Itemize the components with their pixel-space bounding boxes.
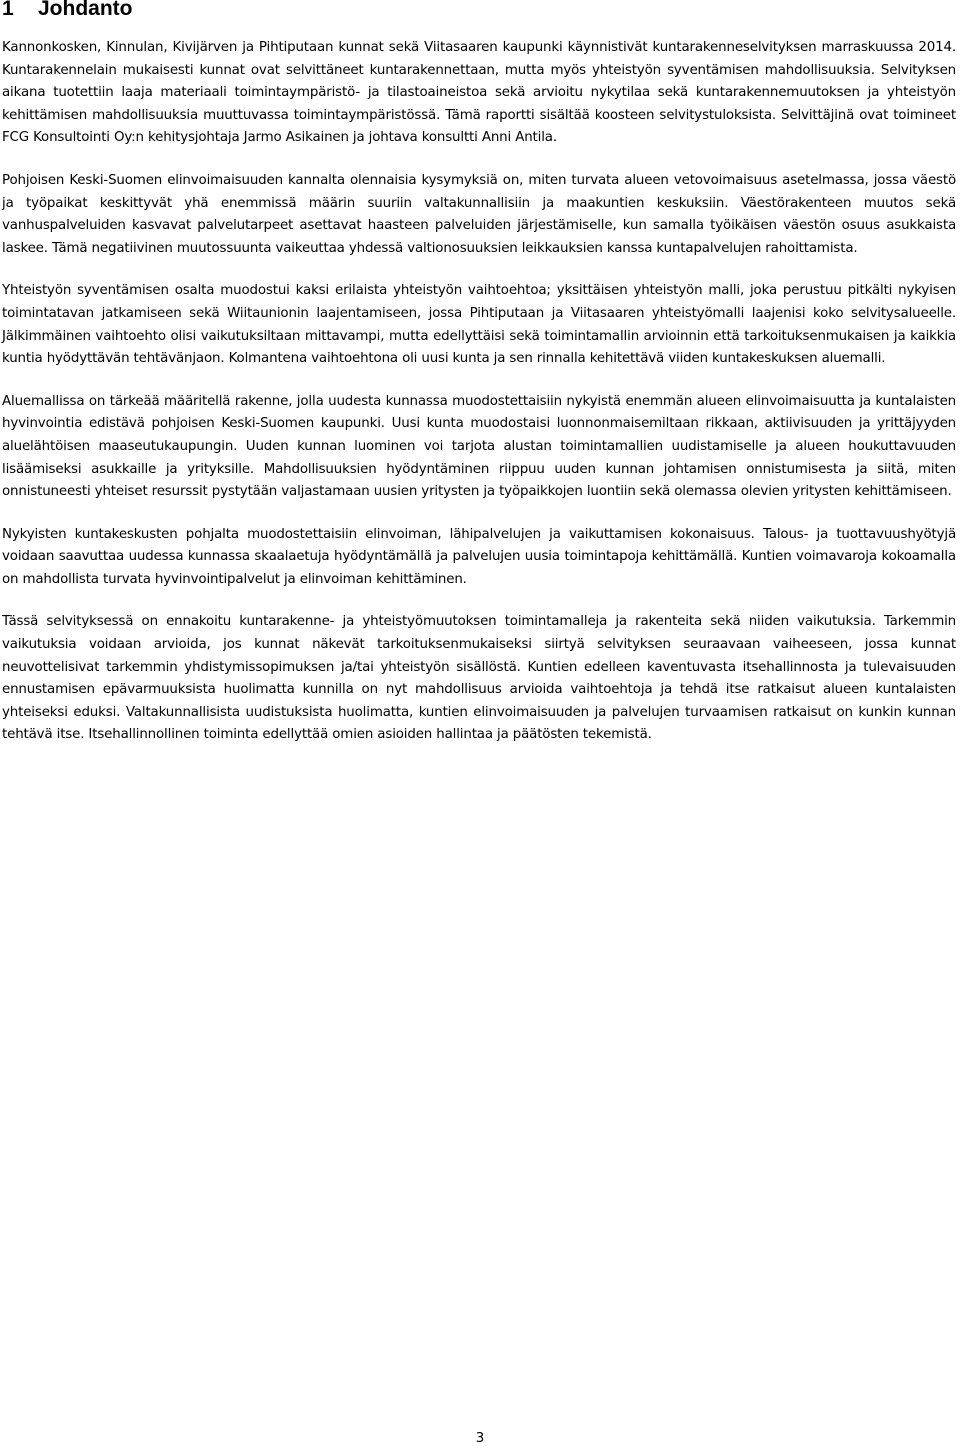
paragraph: Nykyisten kuntakeskusten pohjalta muodostettaisiin elinvoiman, lähipalvelujen ja vaikuttamisen kokonaisuus. Talous- ja tuottavuushyötyjä voidaan saavuttaa uudessa kunnassa skaalaetuja hyödyntämällä ja palvelujen uusia toimintapoja kehittämällä. Kuntien voimavaroja kokoamalla on mahdollista turvata hyvinvointipalvelut ja elinvoiman kehittäminen. <box>2 526 956 587</box>
body-text <box>2 37 956 767</box>
paragraph: Aluemallissa on tärkeää määritellä rakenne, jolla uudesta kunnassa muodostettaisiin nykyistä enemmän alueen elinvoimaisuutta ja kuntalaisten hyvinvointia edistävä pohjoisen Keski-Suomen kaupunki. Uusi kunta muodostaisi luonnonmaisemiltaan rikkaan, aktiivisuuden ja yrittäjyyden aluelähtöisen maaseutukaupungin. Uuden kunnan luominen voi tarjota alustan toimintamallien uudistamiselle ja alueen houkuttavuuden lisäämiseksi asukkaille ja yrityksille. Mahdollisuuksien hyödyntäminen riippuu uuden kunnan johtamisen onnistumisesta ja siitä, miten onnistuneesti yhteiset resurssit pystytään valjastamaan uusien yritysten ja työpaikkojen luontiin sekä olemassa olevien yritysten kehittämiseen. <box>2 393 956 500</box>
page-number: 3 <box>475 1431 485 1446</box>
paragraph: Tässä selvityksessä on ennakoitu kuntarakenne- ja yhteistyömuutoksen toimintamalleja ja rakenteita sekä niiden vaikutuksia. Tarkemmin vaikutuksia voidaan arvioida, jos kunnat näkevät tarkoituksenmukaiseksi siirtyä selvityksen seuraavaan vaiheeseen, jossa kunnat neuvottelisivat tarkemmin yhdistymissopimuksen ja/tai yhteistyön sisällöstä. Kuntien edelleen kaventuvasta itsehallinnosta ja tulevaisuuden ennustamisen epävarmuuksista huolimatta kunnilla on nyt mahdollisuus arvioida vaihtoehtoja ja tehdä itse ratkaisut alueen kuntalaisten yhteiseksi eduksi. Valtakunnallisista uudistuksista huolimatta, kuntien elinvoimaisuuden ja palvelujen turvaamisen ratkaisut on kunkin kunnan tehtävä itse. Itsehallinnollinen toiminta edellyttää omien asioiden hallintaa ja päätösten tekemistä. <box>2 614 956 743</box>
section-number: 1 <box>2 0 14 20</box>
paragraph: Pohjoisen Keski-Suomen elinvoimaisuuden kannalta olennaisia kysymyksiä on, miten turvata alueen vetovoimaisuus asetelmassa, jossa väestö ja työpaikat keskittyvät yhä enemmissä määrin suuriin valtakunnallisiin ja maakuntien keskuksiin. Väestörakenteen muutos sekä vanhuspalveluiden kasvavat palvelutarpeet asettavat haasteen palveluiden järjestämiselle, kun samalla työikäisen väestön osuus asukkaista laskee. Tämä negatiivinen muutossuunta vaikeuttaa yhdessä valtionosuuksien leikkauksien kanssa kuntapalvelujen rahoittamista. <box>2 172 956 256</box>
paragraph: Yhteistyön syventämisen osalta muodostui kaksi erilaista yhteistyön vaihtoehtoa; yksittäisen yhteistyön malli, joka perustuu pitkälti nykyisen toimintatavan jatkamiseen sekä Wiitaunionin laajentamiseen, jossa Pihtiputaan ja Viitasaaren yhteistyömalli laajenisi koko selvitysalueelle. Jälkimmäinen vaihtoehto olisi vaikutuksiltaan mittavampi, mutta edellyttäisi sekä toimintamallin arvioinnin että tarkoituksenmukaisen ja kaikkia kuntia hyödyttävän tehtävänjaon. Kolmantena vaihtoehtona oli uusi kunta ja sen rinnalla kehitettävä viiden kuntakeskuksen aluemalli. <box>2 283 956 367</box>
paragraph: Kannonkosken, Kinnulan, Kivijärven ja Pihtiputaan kunnat sekä Viitasaaren kaupunki käynnistivät kuntarakenneselvityksen marraskuussa 2014. Kuntarakennelain mukaisesti kunnat ovat selvittäneet kuntarakennettaan, mutta myös yhteistyön syventämisen mahdollisuuksia. Selvityksen aikana tuotettiin laaja materiaali toimintaympäristö- ja tilastoaineistoa sekä arvioitu nykytilaa sekä kuntarakennemuutoksen ja yhteistyön kehittämisen mahdollisuuksia muuttuvassa toimintaympäristössä. Tämä raportti sisältää koosteen selvitystuloksista. Selvittäjinä ovat toimineet FCG Konsultointi Oy:n kehitysjohtaja Jarmo Asikainen ja johtava konsultti Anni Antila. <box>2 40 956 146</box>
section-heading <box>2 0 133 22</box>
section-title: Johdanto <box>38 0 133 20</box>
